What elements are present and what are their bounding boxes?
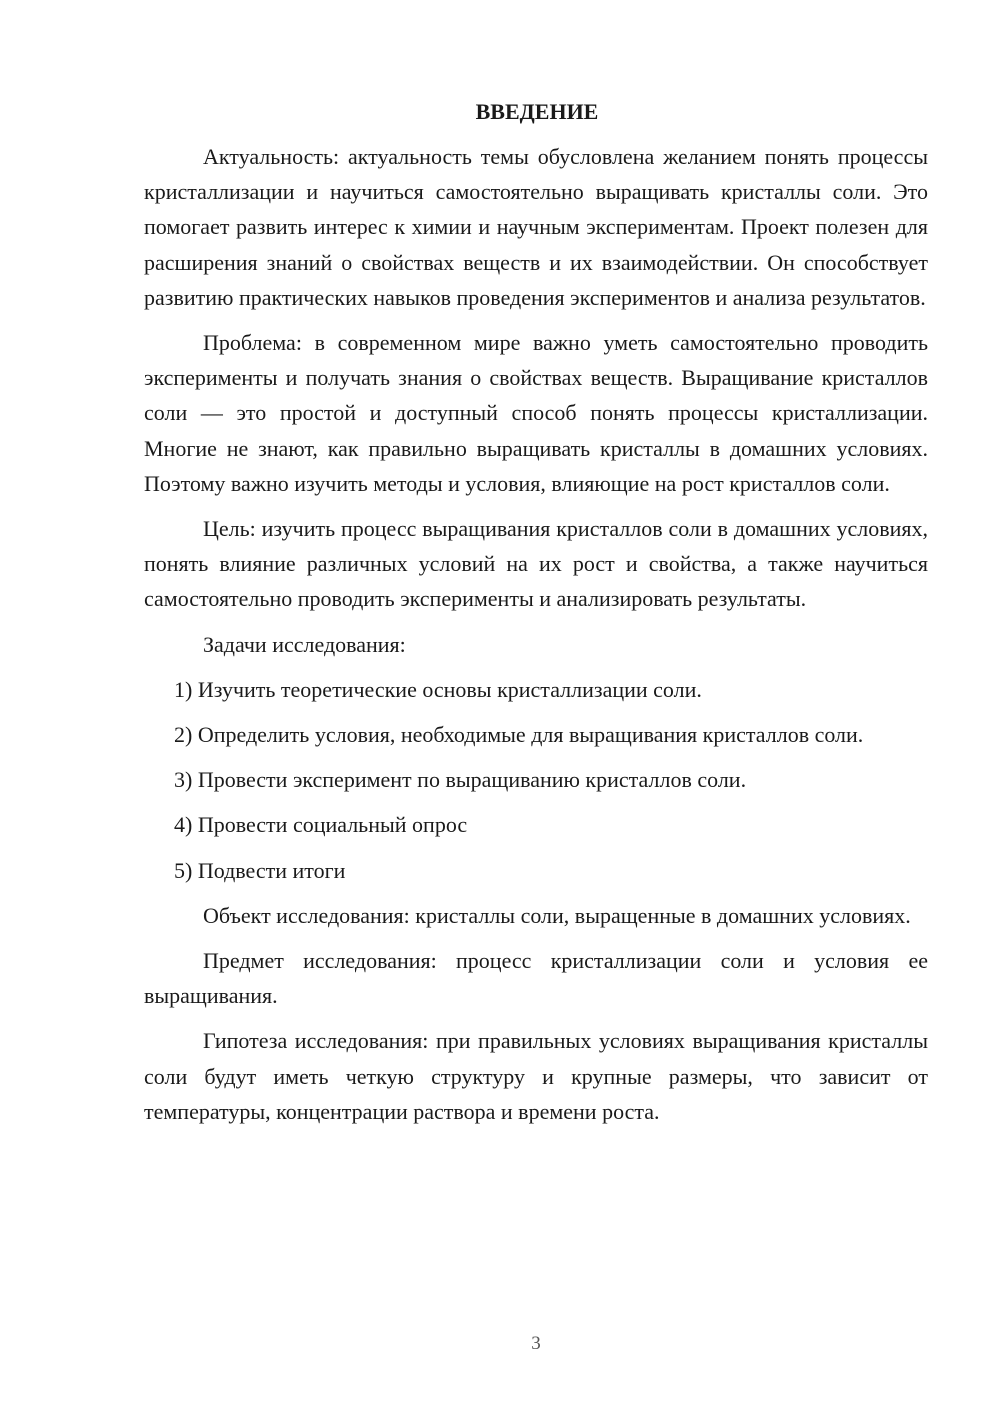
paragraph-object: Объект исследования: кристаллы соли, выращенные в домашних условиях. <box>203 902 911 928</box>
task-item-5: 5) Подвести итоги <box>174 857 346 883</box>
task-item-2: 2) Определить условия, необходимые для выращивания кристаллов соли. <box>174 722 864 748</box>
paragraph-subject: Предмет исследования: процесс кристаллизации соли и условия ее выращивания. <box>144 948 928 1009</box>
task-item-1: 1) Изучить теоретические основы кристаллизации соли. <box>174 676 702 702</box>
paragraph-goal: Цель: изучить процесс выращивания кристаллов соли в домашних условиях, понять влияние различных условий на их рост и свойства, а также научиться самостоятельно проводить эксперименты и анализировать результаты. <box>144 516 928 612</box>
page-content <box>144 94 928 1129</box>
paragraph-problem: Проблема: в современном мире важно уметь самостоятельно проводить эксперименты и получать знания о свойствах веществ. Выращивание кристаллов соли — это простой и доступный способ понять процессы кристаллизации. Многие не знают, как правильно выращивать кристаллы в домашних условиях. Поэтому важно изучить методы и условия, влияющие на рост кристаллов соли. <box>144 330 928 496</box>
section-title: ВВЕДЕНИЕ <box>475 99 599 124</box>
task-item-4: 4) Провести социальный опрос <box>174 812 468 838</box>
paragraph-relevance: Актуальность: актуальность темы обусловлена желанием понять процессы кристаллизации и научиться самостоятельно выращивать кристаллы соли. Это помогает развить интерес к химии и научным экспериментам. Проект полезен для расширения знаний о свойствах веществ и их взаимодействии. Он способствует развитию практических навыков проведения экспериментов и анализа результатов. <box>144 144 928 310</box>
paragraph-hypothesis: Гипотеза исследования: при правильных условиях выращивания кристаллы соли будут иметь четкую структуру и крупные размеры, что зависит от температуры, концентрации раствора и времени роста. <box>144 1028 928 1124</box>
task-item-3: 3) Провести эксперимент по выращиванию кристаллов соли. <box>174 767 747 793</box>
tasks-heading: Задачи исследования: <box>203 631 406 657</box>
page-number: 3 <box>531 1333 541 1354</box>
